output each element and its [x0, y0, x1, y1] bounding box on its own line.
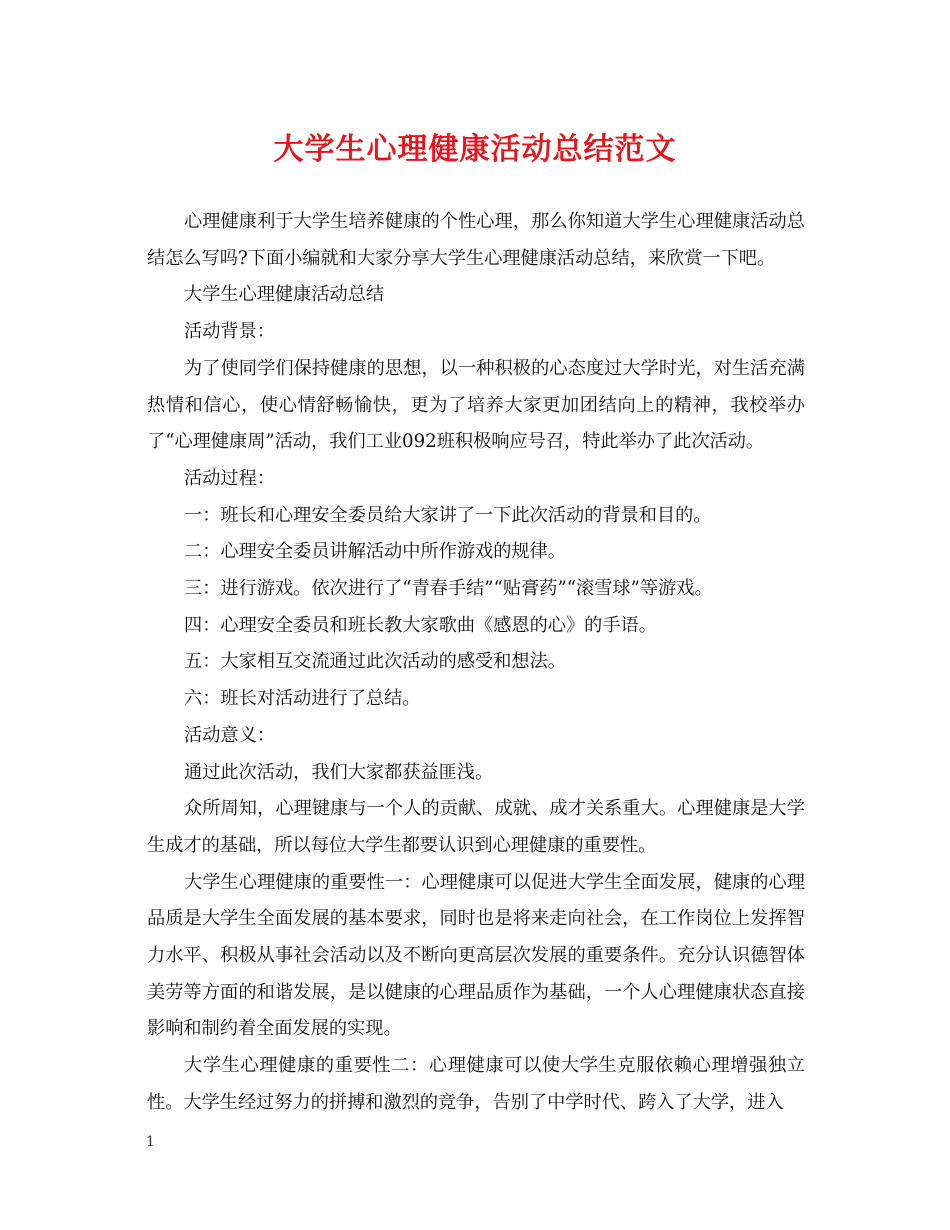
- paragraph-step-3: 三：进行游戏。依次进行了“青春手结”“贴膏药”“滚雪球”等游戏。: [184, 578, 713, 600]
- paragraph-background-heading: 活动背景：: [184, 321, 275, 343]
- paragraph-step-6: 六：班长对活动进行了总结。: [184, 688, 421, 710]
- paragraph-importance-1: 大学生心理健康的重要性一：心理健康可以促进大学生全面发展，健康的心理品质是大学生全面发展的基本要求，同时也是将来走向社会，在工作岗位上发挥智力水平、积极从事社会活动以及不断向更高层次发展的重要条件。充分认识德智体美劳等方面的和谐发展，是以健康的心理品质作为基础，一个人心理健康状态直接影响和制约着全面发展的实现。: [147, 871, 805, 1040]
- paragraph-importance-2: 大学生心理健康的重要性二：心理健康可以使大学生克服依赖心理增强独立性。大学生经过努力的拼搏和激烈的竞争，告别了中学时代、跨入了大学，进入: [147, 1055, 805, 1113]
- document-body: [147, 204, 805, 1122]
- paragraph-process-heading: 活动过程：: [184, 467, 275, 489]
- paragraph-importance-intro: 众所周知，心理键康与一个人的贡献、成就、成才关系重大。心理健康是大学生成才的基础，所以每位大学生都要认识到心理健康的重要性。: [147, 798, 805, 856]
- paragraph-step-5: 五：大家相互交流通过此次活动的感受和想法。: [184, 651, 566, 673]
- paragraph-subtitle: 大学生心理健康活动总结: [184, 284, 385, 306]
- paragraph-step-1: 一：班长和心理安全委员给大家讲了一下此次活动的背景和目的。: [184, 504, 712, 526]
- paragraph-meaning-heading: 活动意义：: [184, 724, 275, 746]
- page-number: 1: [146, 1134, 155, 1150]
- paragraph-step-2: 二：心理安全委员讲解活动中所作游戏的规律。: [184, 541, 566, 563]
- paragraph-step-4: 四：心理安全委员和班长教大家歌曲《感恩的心》的手语。: [184, 614, 657, 636]
- paragraph-intro: 心理健康利于大学生培养健康的个性心理，那么你知道大学生心理健康活动总结怎么写吗?下面小编就和大家分享大学生心理健康活动总结，来欣赏一下吧。: [147, 211, 805, 269]
- paragraph-meaning: 通过此次活动，我们大家都获益匪浅。: [184, 761, 494, 783]
- document-title: 大学生心理健康活动总结范文: [273, 132, 677, 167]
- paragraph-background: 为了使同学们保持健康的思想，以一种积极的心态度过大学时光，对生活充满热情和信心，使心情舒畅愉快，更为了培养大家更加团结向上的精神，我校举办了“心理健康周”活动，我们工业092班积极响应号召，特此举办了此次活动。: [147, 357, 805, 453]
